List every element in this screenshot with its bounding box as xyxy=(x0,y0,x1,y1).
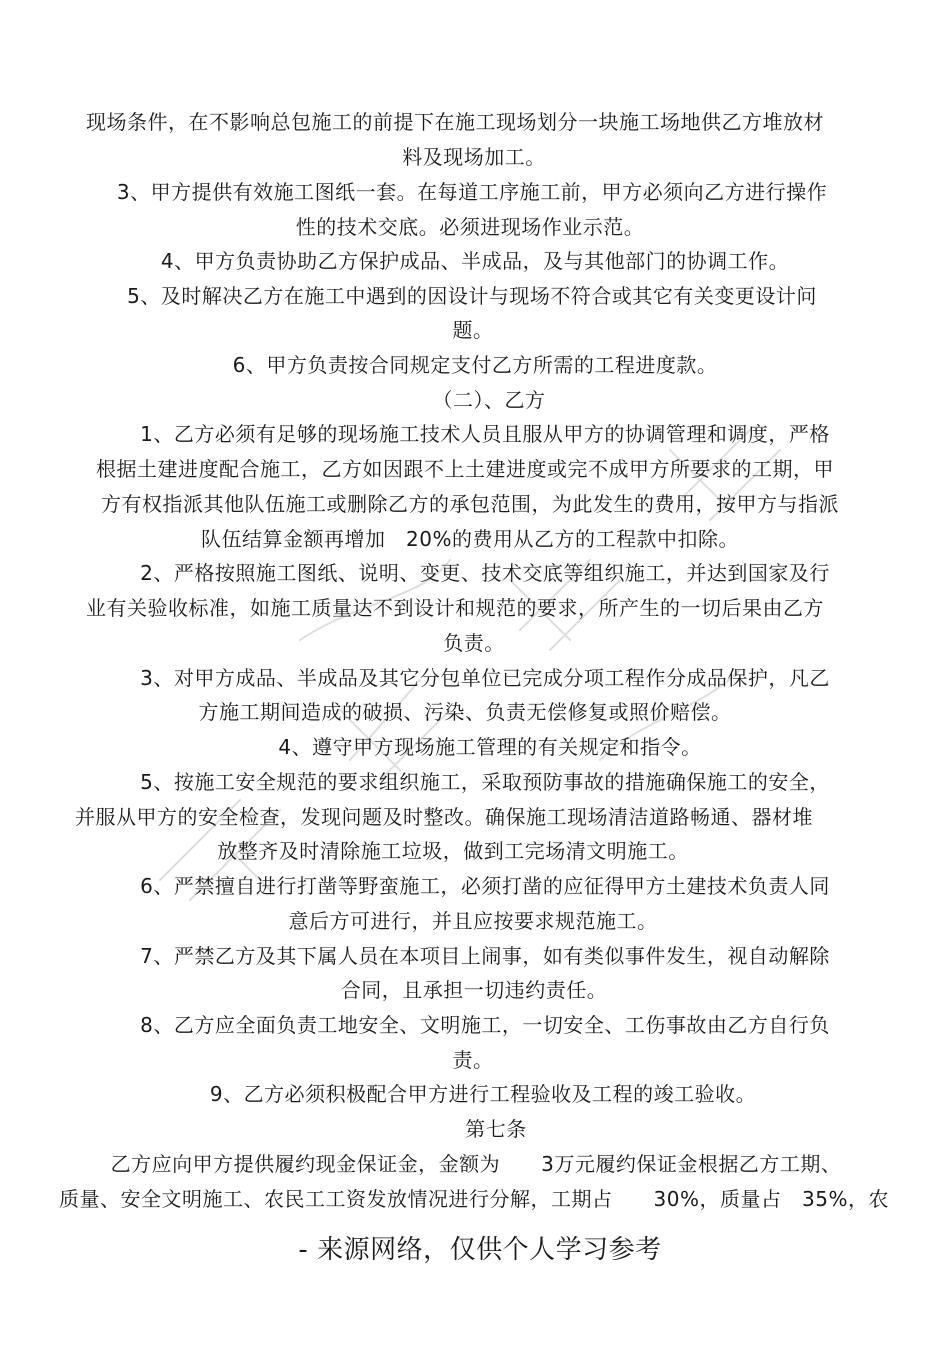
body-line: 并服从甲方的安全检查，发现问题及时整改。确保施工现场清洁道路畅通、器材堆 xyxy=(75,805,813,829)
body-line: 意后方可进行，并且应按要求规范施工。 xyxy=(288,909,658,933)
body-line: 根据土建进度配合施工，乙方如因跟不上土建进度或完不成甲方所要求的工期，甲 xyxy=(96,457,834,481)
body-line: 现场条件，在不影响总包施工的前提下在施工现场划分一块施工场地供乙方堆放材 xyxy=(86,110,824,134)
body-line: 4、甲方负责协助乙方保护成品、半成品，及与其他部门的协调工作。 xyxy=(160,249,790,273)
body-line: 质量、安全文明施工、农民工工资发放情况进行分解，工期占 30%，质量占 35%，农 xyxy=(59,1187,889,1211)
body-line: 责。 xyxy=(452,1048,494,1072)
body-line: 3、甲方提供有效施工图纸一套。在每道工序施工前，甲方必须向乙方进行操作 xyxy=(116,180,828,204)
body-line: 6、严禁擅自进行打凿等野蛮施工，必须打凿的应征得甲方土建技术负责人同 xyxy=(140,874,830,898)
body-line: 7、严禁乙方及其下属人员在本项目上闹事，如有类似事件发生，视自动解除 xyxy=(140,944,830,968)
body-line: 料及现场加工。 xyxy=(402,145,546,169)
body-line: 队伍结算金额再增加 20%的费用从乙方的工程款中扣除。 xyxy=(201,527,739,551)
body-line: 放整齐及时清除施工垃圾，做到工完场清文明施工。 xyxy=(217,839,689,863)
body-line: 1、乙方必须有足够的现场施工技术人员且服从甲方的协调管理和调度，严格 xyxy=(140,422,830,446)
body-line: 2、严格按照施工图纸、说明、变更、技术交底等组织施工，并达到国家及行 xyxy=(140,561,830,585)
source-footer: - 来源网络，仅供个人学习参考 xyxy=(298,1235,662,1265)
body-line: 4、遵守甲方现场施工管理的有关规定和指令。 xyxy=(278,735,702,759)
body-line: 合同，且承担一切违约责任。 xyxy=(340,978,608,1002)
section-heading: （二）、乙方 xyxy=(432,388,546,412)
body-line: 方施工期间造成的破损、污染、负责无偿修复或照价赔偿。 xyxy=(198,700,732,724)
body-line: 8、乙方应全面负责工地安全、文明施工，一切安全、工伤事故由乙方自行负 xyxy=(140,1013,830,1037)
body-line: 业有关验收标准，如施工质量达不到设计和规范的要求，所产生的一切后果由乙方 xyxy=(86,596,824,620)
body-line: 3、对甲方成品、半成品及其它分包单位已完成分项工程作分成品保护，凡乙 xyxy=(140,666,830,690)
body-line: 5、按施工安全规范的要求组织施工，采取预防事故的措施确保施工的安全， xyxy=(140,770,830,794)
body-line: 乙方应向甲方提供履约现金保证金，金额为 3万元履约保证金根据乙方工期、 xyxy=(110,1152,842,1176)
body-line: 5、及时解决乙方在施工中遇到的因设计与现场不符合或其它有关变更设计问 xyxy=(127,284,817,308)
body-line: 性的技术交底。必须进现场作业示范。 xyxy=(295,215,645,239)
body-line: 9、乙方必须积极配合甲方进行工程验收及工程的竣工验收。 xyxy=(209,1082,757,1106)
body-line: 6、甲方负责按合同规定支付乙方所需的工程进度款。 xyxy=(232,353,718,377)
body-line: 方有权指派其他队伍施工或删除乙方的承包范围，为此发生的费用，按甲方与指派 xyxy=(101,492,839,516)
body-line: 负责。 xyxy=(443,631,505,655)
article-heading: 第七条 xyxy=(465,1117,527,1141)
body-line: 题。 xyxy=(452,318,494,342)
